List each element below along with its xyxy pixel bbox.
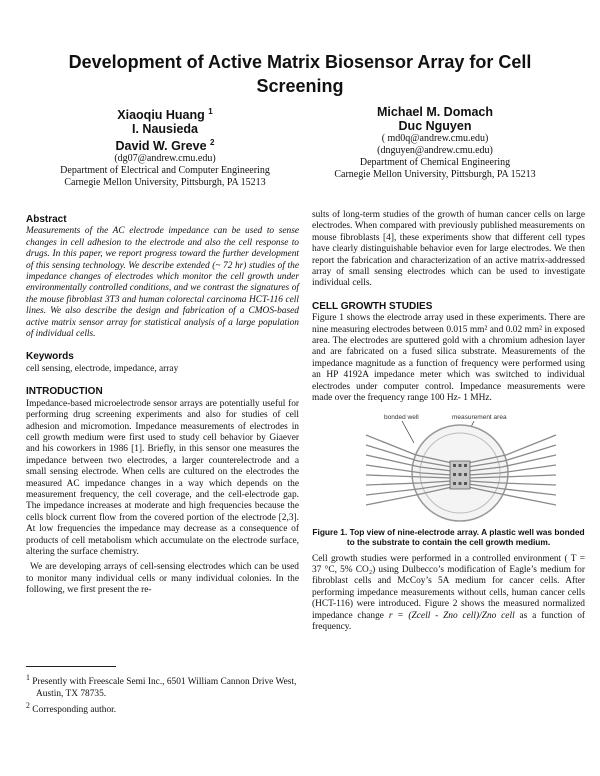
footnote-rule	[26, 666, 116, 667]
abstract-text: Measurements of the AC electrode impedance can be used to sense changes in cell adhesion to the electrode and also the cell response to drugs. In this paper, we report progress toward the further development of this sensing technology. We describe extended (~ 72 hr) studies of the impedance changes of electrodes which monitor the cell growth under environmentally controlled conditions, and we contrast the signatures of the mouse fibroblast 3T3 and human colorectal carcinoma HCT-116 cell lines. We also describe the design and fabrication of a CMOS-based active matrix sensor array for statistical analysis of a large population of individual cells.	[26, 226, 299, 340]
introduction-heading: INTRODUCTION	[26, 386, 103, 398]
author-email: (dg07@andrew.cmu.edu)	[114, 153, 216, 165]
author-affiliation: Carnegie Mellon University, Pittsburgh, PA 15213	[64, 177, 266, 189]
figure-1	[356, 411, 566, 523]
author-name: Michael M. Domach	[377, 105, 493, 119]
cell-growth-paragraph-1: Figure 1 shows the electrode array used in these experiments. There are nine measuring electrodes between 0.015 mm² and 0.02 mm² in exposed area. The electrodes are sputtered gold with a chromium adhesion layer and are fabricated on a fused silica substrate. Measurements of the impedance magnitude as a function of frequency were performed using an HP 4192A impedance meter which was switched to individual electrodes under computer control. Impedance measurements were made over the frequency range 100 Hz- 1 MHz.	[312, 313, 585, 404]
paper-title: Development of Active Matrix Biosensor Array for Cell Screening	[68, 52, 532, 96]
footnotes	[26, 666, 299, 716]
cell-growth-paragraph-2: Cell growth studies were performed in a controlled environment ( T = 37 °C, 5% CO₂) using Dulbecco’s modification of Eagle’s medium for fibroblast cells and McCoy’s 5A medium for cancer cells. After performing impedance measurements without cells, human cancer cells (HCT-116) were introduced. Figure 2 shows the measured normalized impedance change r = (Zcell - Zno cell)/Zno cell as a function of frequency.	[312, 553, 586, 632]
right-column	[312, 210, 585, 633]
keywords-text: cell sensing, electrode, impedance, array	[26, 363, 179, 374]
abstract-heading: Abstract	[26, 214, 67, 225]
author-block-left	[30, 105, 300, 189]
footnote-2: $^2$ Corresponding author.	[26, 700, 117, 716]
author-block-right	[300, 105, 570, 181]
figure-label-measurement-area: measurement area	[452, 413, 507, 421]
author-name: Xiaoqiu Huang $^1$	[117, 107, 213, 123]
author-affiliation: Carnegie Mellon University, Pittsburgh, PA 15213	[334, 169, 536, 180]
author-department: Department of Electrical and Computer Engineering	[60, 165, 270, 177]
author-name: David W. Greve $^2$	[115, 138, 215, 154]
introduction-paragraph-1: Impedance-based microelectrode sensor arrays are potentially useful for performing drug screening experiments and also for studies of cell adhesion and micromotion. Impedance measurements of electrodes in cell growth medium were first used to study cell behavior by Giaever and his coworkers in 1986 [1]. Briefly, in this sensor one measures the impedance between two electrodes, a larger counterelectrode and a small sensing electrode. When cells are cultured on the electrodes the measured AC impedance changes in a way which depends on the measurement frequency, the cell coverage, and the cell-electrode gap. The impedance increases at moderate and high frequencies because the cells block current flow from the covered portion of the electrode [2,3]. At low frequencies the impedance may decrease as a consequence of products of cell metabolism which accumulate on the electrode surface, altering the surface chemistry.	[26, 398, 299, 557]
author-email: (dnguyen@andrew.cmu.edu)	[377, 145, 493, 156]
keywords-heading: Keywords	[26, 351, 74, 363]
author-email: ( md0q@andrew.cmu.edu)	[381, 133, 489, 144]
author-name: Duc Nguyen	[398, 119, 472, 133]
electrode-array-image	[356, 411, 566, 523]
cell-growth-heading: CELL GROWTH STUDIES	[312, 300, 433, 312]
footnote-1: $^1$ Presently with Freescale Semi Inc., 6501 William Cannon Drive West, Austin, TX 78735.	[26, 673, 297, 699]
impedance-formula: r = (Zcell - Zno cell)/Zno cell	[388, 610, 515, 621]
figure-label-bonded-well: bonded well	[384, 413, 419, 421]
author-name: I. Nausieda	[132, 122, 198, 137]
introduction-paragraph-2-continued: sults of long-term studies of the growth of human cancer cells on large electrodes. When compared with previously published measurements on mouse fibroblasts [4], these experiments show that different cell types have clearly distinguishable behavior even for large electrodes. We then report the fabrication and characterization of an active matrix-addressed array of small sensing electrodes which can be used to investigate individual cells.	[312, 210, 585, 289]
figure-1-caption: Figure 1. Top view of nine-electrode array. A plastic well was bonded to the substrate to contain the cell growth medium.	[312, 526, 585, 547]
left-column	[26, 210, 299, 597]
author-department: Department of Chemical Engineering	[359, 157, 511, 168]
introduction-paragraph-2: We are developing arrays of cell-sensing electrodes which can be used to monitor many individual cells or many individual colonies. In the following, we first present the re-	[26, 562, 299, 596]
